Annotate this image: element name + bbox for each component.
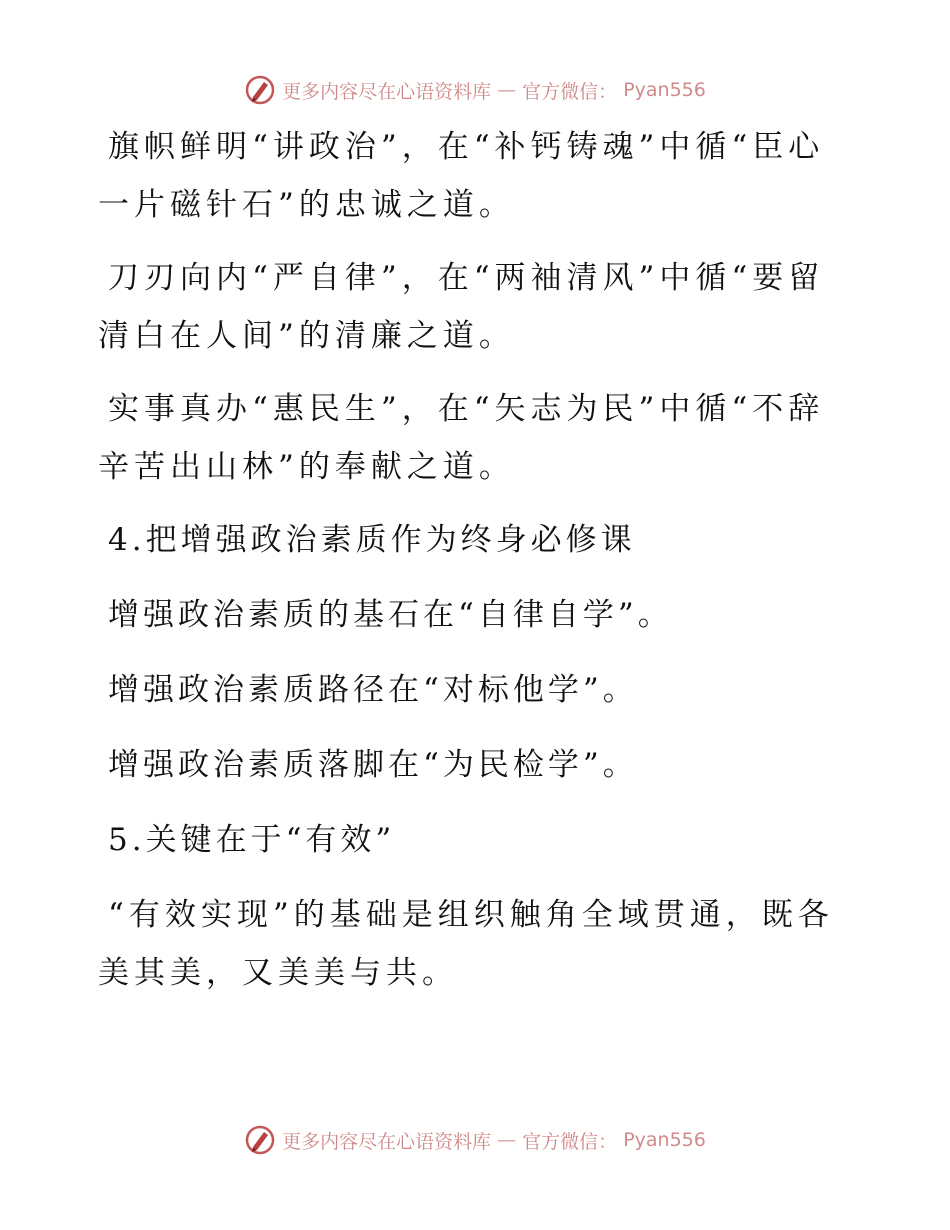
- watermark-text: 更多内容尽在心语资料库: [282, 1130, 492, 1153]
- section-heading-5: 5.关键在于“有效”: [108, 822, 396, 858]
- paragraph-dedication: 实事真办“惠民生”，在“矢志为民”中循“不辞辛苦出山林”的奉献之道。: [98, 391, 825, 485]
- paragraph-self-study: 增强政治素质的基石在“自律自学”。: [108, 597, 673, 633]
- watermark-label: 官方微信：: [522, 80, 618, 103]
- pen-logo-icon: [244, 1124, 276, 1156]
- paragraph-benchmark: 增强政治素质路径在“对标他学”。: [108, 672, 638, 708]
- document-body: [98, 118, 838, 1017]
- watermark-label: 官方微信：: [522, 1130, 618, 1153]
- paragraph-effective: “有效实现”的基础是组织触角全域贯通，既各美其美，又美美与共。: [98, 897, 834, 991]
- watermark-separator: —: [497, 1129, 517, 1151]
- watermark-text: 更多内容尽在心语资料库: [282, 80, 492, 103]
- watermark-id: Pyan556: [623, 79, 706, 101]
- paragraph-serve-people: 增强政治素质落脚在“为民检学”。: [108, 747, 638, 783]
- watermark-separator: —: [497, 79, 517, 101]
- header-watermark: [0, 70, 950, 110]
- watermark-id: Pyan556: [623, 1129, 706, 1151]
- footer-watermark: [0, 1120, 950, 1160]
- section-heading-4: 4.把增强政治素质作为终身必修课: [108, 522, 636, 558]
- paragraph-integrity: 刀刃向内“严自律”，在“两袖清风”中循“要留清白在人间”的清廉之道。: [98, 260, 825, 354]
- paragraph-loyalty: 旗帜鲜明“讲政治”，在“补钙铸魂”中循“臣心一片磁针石”的忠诚之道。: [98, 129, 825, 223]
- pen-logo-icon: [244, 74, 276, 106]
